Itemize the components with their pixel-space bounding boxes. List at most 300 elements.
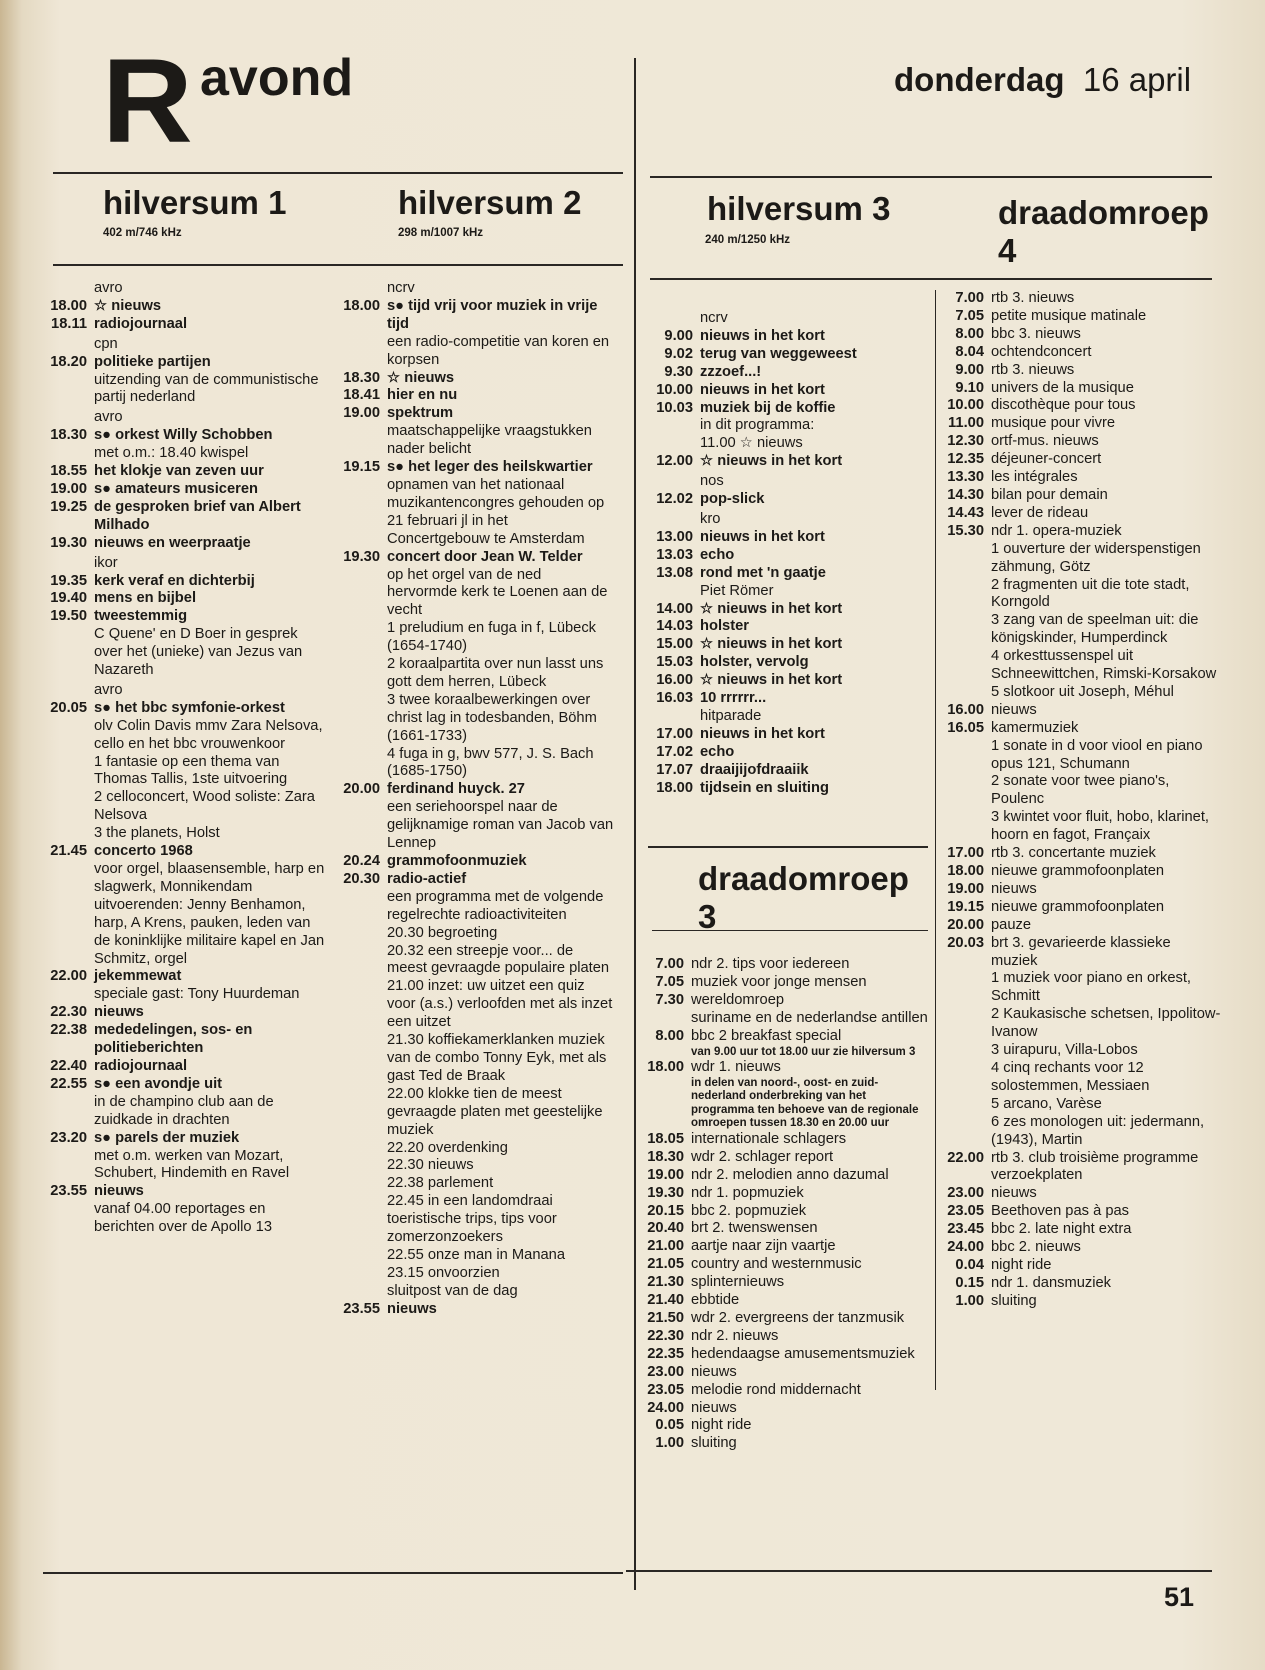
program-time <box>646 310 693 328</box>
program-text: 6 zes monologen uit: jedermann, (1943), Martin <box>991 1113 1205 1148</box>
program-text: olv Colin Davis mmv Zara Nelsova, cello en het bbc vrouwenkoor <box>94 717 323 752</box>
program-time <box>40 825 87 843</box>
program-time <box>40 682 87 700</box>
program-text: voor orgel, blaasensemble, harp en slagwerk, Monnikendam <box>94 861 325 895</box>
program-text: bbc 2. popmuziek <box>691 1202 807 1219</box>
program-text: univers de la musique <box>991 379 1134 396</box>
program-text: ndr 1. popmuziek <box>691 1184 804 1201</box>
program-time: 7.00 <box>655 956 684 972</box>
program-time: 23.45 <box>947 1221 984 1238</box>
program-text: ferdinand huyck. 27 <box>387 781 525 798</box>
program-time: 18.30 <box>647 1148 684 1165</box>
program-time <box>941 612 984 648</box>
program-row <box>334 925 614 943</box>
program-time <box>941 809 984 845</box>
program-row <box>642 1220 930 1238</box>
program-row <box>646 744 928 762</box>
program-time: 22.55 <box>50 1075 87 1092</box>
program-time: 12.02 <box>656 491 693 508</box>
broadcaster-label <box>40 553 326 573</box>
program-time <box>334 1140 380 1158</box>
program-text: 2 Kaukasische schetsen, Ippolitow-Ivanow <box>991 1006 1221 1041</box>
program-time: 22.30 <box>647 1327 684 1344</box>
program-row <box>40 718 326 754</box>
program-text: ndr 2. melodien anno dazumal <box>691 1166 889 1183</box>
broadcaster-name: ncrv <box>387 280 415 296</box>
program-text: nieuws <box>691 1399 737 1416</box>
program-text: hedendaagse amusementsmuziek <box>691 1345 915 1362</box>
program-row <box>334 799 614 853</box>
program-time: 20.40 <box>647 1220 684 1237</box>
program-row <box>941 1150 1221 1168</box>
program-time: 10.00 <box>947 397 984 414</box>
program-time: 12.30 <box>947 433 984 450</box>
program-text: draaijijofdraaiik <box>700 761 809 778</box>
program-row <box>334 477 614 549</box>
program-time: 19.00 <box>647 1166 684 1183</box>
program-row <box>40 590 326 608</box>
program-text: ☆ nieuws <box>387 369 455 386</box>
program-text: 10 rrrrrr... <box>700 690 767 707</box>
program-time: 18.20 <box>50 353 87 370</box>
program-row <box>941 1275 1221 1293</box>
program-time <box>941 684 984 702</box>
schedule-h1 <box>40 278 326 1237</box>
program-time: 14.43 <box>947 504 984 521</box>
program-row <box>334 781 614 799</box>
broadcaster-label <box>334 278 614 298</box>
program-time <box>334 1086 380 1140</box>
program-time: 12.35 <box>947 451 984 468</box>
program-row <box>646 382 928 400</box>
program-time <box>941 648 984 684</box>
program-row <box>40 427 326 445</box>
program-time: 23.05 <box>947 1203 984 1220</box>
program-time: 7.00 <box>955 290 984 306</box>
station-freq-h2: 298 m/1007 kHz <box>398 227 484 239</box>
program-row <box>646 435 928 453</box>
program-row <box>642 1382 930 1400</box>
program-text: suriname en de nederlandse antillen <box>691 1009 928 1026</box>
program-row <box>334 1265 614 1283</box>
broadcaster-label <box>40 407 326 427</box>
program-row <box>334 692 614 746</box>
program-time <box>334 889 380 925</box>
program-text: ndr 1. opera-muziek <box>991 522 1122 539</box>
program-row <box>941 487 1221 505</box>
program-row <box>941 1221 1221 1239</box>
program-text: les intégrales <box>991 469 1078 486</box>
program-row <box>40 573 326 591</box>
program-row <box>941 720 1221 738</box>
program-time: 24.00 <box>947 1239 984 1256</box>
program-time: 23.00 <box>947 1185 984 1202</box>
program-text: tijdsein en sluiting <box>700 779 829 796</box>
program-time: 18.00 <box>50 297 87 314</box>
program-time: 21.50 <box>647 1310 684 1326</box>
program-text: politieke partijen <box>94 353 211 370</box>
program-time: 0.04 <box>955 1256 984 1273</box>
program-time: 13.30 <box>947 469 984 486</box>
program-text: 1 ouverture der widerspenstigen zähmung, Götz <box>991 540 1201 575</box>
program-time <box>40 1094 87 1130</box>
program-row <box>40 700 326 718</box>
program-time <box>941 773 984 809</box>
program-text: nieuwe grammofoonplaten <box>991 898 1165 915</box>
program-row <box>40 298 326 316</box>
program-row <box>642 1274 930 1292</box>
program-row <box>40 463 326 481</box>
program-time: 22.38 <box>50 1022 87 1039</box>
program-row <box>40 608 326 626</box>
program-text: speciale gast: Tony Huurdeman <box>94 986 300 1003</box>
program-text: ☆ nieuws in het kort <box>700 672 843 689</box>
program-time: 19.15 <box>947 898 984 915</box>
program-row <box>334 853 614 871</box>
program-row <box>642 1435 930 1453</box>
program-text: uitzending van de communistische partij nederland <box>94 371 319 406</box>
program-time: 23.55 <box>50 1183 87 1200</box>
program-text: ndr 1. dansmuziek <box>991 1274 1112 1291</box>
program-row <box>646 453 928 471</box>
program-row <box>334 871 614 889</box>
program-row <box>642 1149 930 1167</box>
program-text: 22.38 parlement <box>387 1175 494 1192</box>
program-time: 17.00 <box>947 845 984 862</box>
program-text: sluiting <box>991 1292 1037 1309</box>
program-time: 9.00 <box>955 361 984 378</box>
program-row <box>40 1058 326 1076</box>
page-number: 51 <box>1164 1582 1195 1612</box>
program-time <box>941 1006 984 1042</box>
program-time: 1.00 <box>955 1292 984 1309</box>
program-text: op het orgel van de ned hervormde kerk te Loenen aan de vecht <box>387 566 608 619</box>
program-row <box>941 935 1221 971</box>
program-time <box>40 372 87 408</box>
program-text: nieuws en weerpraatje <box>94 534 251 551</box>
station-freq-h1: 402 m/746 kHz <box>103 227 182 239</box>
program-text: 23.15 onvoorzien <box>387 1264 500 1281</box>
program-text: 1 preludium en fuga in f, Lübeck (1654-1740) <box>387 620 597 655</box>
program-text: C Quene' en D Boer in gesprek over het (unieke) van Jezus van Nazareth <box>94 626 303 679</box>
broadcaster-label <box>40 680 326 700</box>
program-row <box>334 1157 614 1175</box>
program-text: 3 the planets, Holst <box>94 825 220 842</box>
program-row <box>646 529 928 547</box>
program-text: mededelingen, sos- en politieberichten <box>94 1022 253 1057</box>
program-text: splinternieuws <box>691 1274 785 1291</box>
program-row <box>642 1310 930 1328</box>
program-text: nieuws <box>94 1004 144 1021</box>
section-title: avond <box>200 49 354 107</box>
program-time: 21.05 <box>647 1256 684 1273</box>
program-row <box>642 1167 930 1185</box>
program-text: concert door Jean W. Telder <box>387 548 583 565</box>
program-text: rtb 3. nieuws <box>991 290 1075 306</box>
program-time: 20.30 <box>343 870 380 887</box>
program-time: 16.05 <box>947 719 984 736</box>
program-time <box>642 1010 684 1028</box>
date-heading <box>894 60 1191 100</box>
program-time <box>642 1077 684 1131</box>
program-row <box>646 547 928 565</box>
program-row <box>40 372 326 408</box>
program-text: radio-actief <box>387 870 467 887</box>
program-text: melodie rond middernacht <box>691 1381 861 1398</box>
program-row <box>642 974 930 992</box>
program-row <box>642 992 930 1010</box>
program-time <box>334 799 380 853</box>
program-text: nieuwe grammofoonplaten <box>991 863 1165 879</box>
program-text: echo <box>700 743 735 760</box>
program-time: 18.00 <box>656 779 693 796</box>
program-row <box>941 917 1221 935</box>
program-time: 22.35 <box>647 1345 684 1362</box>
program-row <box>646 583 928 601</box>
program-text: night ride <box>691 1417 752 1434</box>
program-time: 19.25 <box>50 498 87 515</box>
program-time: 21.30 <box>647 1274 684 1291</box>
program-text: nieuws <box>387 1300 437 1317</box>
program-text: 1 fantasie op een thema van Thomas Tallis, 1ste uitvoering <box>94 753 288 788</box>
program-time <box>941 1096 984 1114</box>
program-text: ebbtide <box>691 1292 740 1309</box>
station-name-d4: draadomroep 4 <box>998 194 1209 269</box>
program-row <box>40 499 326 535</box>
program-time: 7.05 <box>655 973 684 990</box>
program-time: 18.30 <box>343 369 380 386</box>
program-text: 21.30 koffiekamerklanken muziek van de combo Tonny Eyk, met als gast Ted de Braak <box>387 1032 607 1084</box>
program-text: 21.00 inzet: uw uitzet een quiz voor (a.s.) verloofden met als inzet een uitzet <box>387 978 613 1031</box>
program-row <box>646 708 928 726</box>
program-row <box>40 1148 326 1184</box>
program-time: 15.03 <box>656 654 693 671</box>
program-time: 18.00 <box>647 1059 684 1076</box>
program-time: 22.00 <box>50 968 87 985</box>
program-row <box>941 308 1221 326</box>
program-text: met o.m. werken van Mozart, Schubert, Hindemith en Ravel <box>94 1147 290 1182</box>
program-row <box>334 1301 614 1319</box>
program-row <box>642 1046 930 1060</box>
program-time <box>334 925 380 943</box>
program-row <box>334 405 614 423</box>
program-text: vanaf 04.00 reportages en berichten over de Apollo 13 <box>94 1201 273 1236</box>
program-time <box>941 541 984 577</box>
program-row <box>334 1283 614 1301</box>
program-row <box>646 601 928 619</box>
program-time: 12.00 <box>656 453 693 470</box>
program-time: 19.50 <box>50 608 87 625</box>
program-text: pop-slick <box>700 491 765 508</box>
program-row <box>40 1201 326 1237</box>
program-time <box>334 1193 380 1247</box>
program-time <box>40 1201 87 1237</box>
program-text: 2 koraalpartita over nun lasst uns gott dem herren, Lübeck <box>387 656 604 690</box>
program-row <box>40 354 326 372</box>
program-text: tweestemmig <box>94 608 188 625</box>
program-time: 15.00 <box>656 636 693 653</box>
program-time <box>40 789 87 825</box>
program-row <box>941 863 1221 881</box>
program-row <box>941 1239 1221 1257</box>
program-row <box>40 825 326 843</box>
program-row <box>941 809 1221 845</box>
program-row <box>941 970 1221 1006</box>
program-row <box>334 889 614 925</box>
program-row <box>642 1400 930 1418</box>
program-text: night ride <box>991 1256 1052 1273</box>
program-time <box>334 620 380 656</box>
station-name-h2: hilversum 2 <box>398 184 582 221</box>
program-row <box>941 344 1221 362</box>
program-row <box>40 1130 326 1148</box>
program-text: 20.32 een streepje voor... de meest gevraagde populaire platen <box>387 942 610 977</box>
schedule-d4 <box>941 290 1221 1311</box>
rule-header-left <box>53 264 623 266</box>
program-time: 17.02 <box>656 743 693 760</box>
program-text: ortf-mus. nieuws <box>991 433 1099 450</box>
logo-letter: R <box>101 34 189 168</box>
program-row <box>40 843 326 861</box>
program-time <box>40 897 87 969</box>
program-time: 8.04 <box>955 343 984 360</box>
program-text: nieuws <box>691 1363 737 1380</box>
program-row <box>941 881 1221 899</box>
program-text: ☆ nieuws in het kort <box>700 600 843 617</box>
program-time <box>334 567 380 621</box>
program-text: discothèque pour tous <box>991 397 1136 414</box>
program-time <box>334 978 380 1032</box>
program-time: 14.03 <box>656 618 693 635</box>
program-time: 16.00 <box>947 701 984 718</box>
program-text: ndr 2. tips voor iedereen <box>691 956 850 972</box>
program-row <box>642 1238 930 1256</box>
program-text: 2 sonate voor twee piano's, Poulenc <box>991 773 1170 808</box>
program-time: 14.30 <box>947 486 984 503</box>
program-row <box>40 316 326 334</box>
program-row <box>941 1042 1221 1060</box>
program-text: brt 2. twenswensen <box>691 1220 818 1237</box>
program-text: van 9.00 uur tot 18.00 uur zie hilversum 3 <box>691 1045 916 1058</box>
program-time: 22.00 <box>947 1149 984 1166</box>
program-row <box>334 549 614 567</box>
program-text: radiojournaal <box>94 1057 188 1074</box>
rule-top-right <box>650 176 1212 178</box>
program-text: jekemmewat <box>94 968 182 985</box>
program-text: Piet Römer <box>700 582 774 599</box>
program-row <box>941 469 1221 487</box>
program-row <box>646 346 928 364</box>
program-row <box>941 397 1221 415</box>
program-text: s● amateurs musiceren <box>94 480 258 497</box>
program-row <box>334 1193 614 1247</box>
program-text: musique pour vivre <box>991 415 1116 432</box>
program-time: 24.00 <box>647 1399 684 1416</box>
program-time: 20.05 <box>50 699 87 716</box>
program-text: 22.30 nieuws <box>387 1157 474 1174</box>
program-time: 10.00 <box>656 381 693 398</box>
program-row <box>941 738 1221 774</box>
program-text: ochtendconcert <box>991 343 1092 360</box>
program-text: nieuws <box>991 1185 1037 1202</box>
program-time <box>646 583 693 601</box>
program-text: in de champino club aan de zuidkade in drachten <box>94 1093 274 1128</box>
program-text: 3 twee koraalbewerkingen over christ lag in todesbanden, Böhm (1661-1733) <box>387 691 597 744</box>
program-row <box>334 1140 614 1158</box>
program-time: 17.07 <box>656 761 693 778</box>
program-time <box>642 1046 684 1060</box>
station-name-d3: draadomroep 3 <box>698 860 909 935</box>
program-time: 1.00 <box>655 1435 684 1452</box>
program-text: hier en nu <box>387 387 458 404</box>
program-text: wdr 2. evergreens der tanzmusik <box>691 1310 905 1326</box>
program-row <box>642 1328 930 1346</box>
program-text: 5 arcano, Varèse <box>991 1095 1102 1112</box>
program-text: holster <box>700 618 749 635</box>
program-row <box>941 577 1221 613</box>
program-text: 4 cinq rechants voor 12 solostemmen, Messiaen <box>991 1059 1150 1094</box>
program-text: rtb 3. concertante muziek <box>991 845 1156 862</box>
program-time <box>334 423 380 459</box>
program-time <box>941 1042 984 1060</box>
program-text: mens en bijbel <box>94 590 197 607</box>
date: 16 april <box>1082 61 1192 98</box>
program-time: 18.11 <box>51 315 87 332</box>
program-text: country and westernmusic <box>691 1256 862 1273</box>
program-text: brt 3. gevarieerde klassieke muziek <box>991 934 1171 969</box>
program-row <box>941 612 1221 648</box>
program-time: 19.30 <box>647 1184 684 1201</box>
program-text: wereldomroep <box>691 991 785 1008</box>
program-text: Beethoven pas à pas <box>991 1203 1130 1220</box>
program-text: 2 celloconcert, Wood soliste: Zara Nelsova <box>94 789 315 824</box>
program-time: 23.20 <box>50 1129 87 1146</box>
program-time <box>334 1175 380 1193</box>
program-time: 20.00 <box>343 781 380 798</box>
program-time <box>941 738 984 774</box>
program-time <box>646 473 693 491</box>
program-row <box>40 1076 326 1094</box>
program-row <box>941 1167 1221 1185</box>
broadcaster-label <box>646 471 928 491</box>
program-time: 8.00 <box>955 325 984 342</box>
program-text: petite musique matinale <box>991 307 1147 324</box>
program-time <box>334 1157 380 1175</box>
program-row <box>642 1010 930 1028</box>
program-row <box>646 762 928 780</box>
program-row <box>334 1086 614 1140</box>
program-row <box>334 1247 614 1265</box>
program-row <box>40 986 326 1004</box>
program-time: 19.00 <box>50 480 87 497</box>
station-freq-h3: 240 m/1250 kHz <box>705 234 791 246</box>
program-time: 8.00 <box>655 1027 684 1044</box>
program-row <box>334 298 614 334</box>
program-row <box>334 459 614 477</box>
broadcaster-label <box>646 308 928 328</box>
program-time <box>40 754 87 790</box>
program-time <box>941 1114 984 1150</box>
rule-d3 <box>648 846 928 848</box>
program-row <box>334 567 614 621</box>
program-text: spektrum <box>387 405 454 422</box>
program-time: 20.15 <box>647 1202 684 1219</box>
program-time: 23.55 <box>343 1300 380 1317</box>
program-text: muziek voor jonge mensen <box>691 973 867 990</box>
program-text: 5 slotkoor uit Joseph, Méhul <box>991 683 1174 700</box>
program-row <box>334 656 614 692</box>
program-row <box>646 364 928 382</box>
